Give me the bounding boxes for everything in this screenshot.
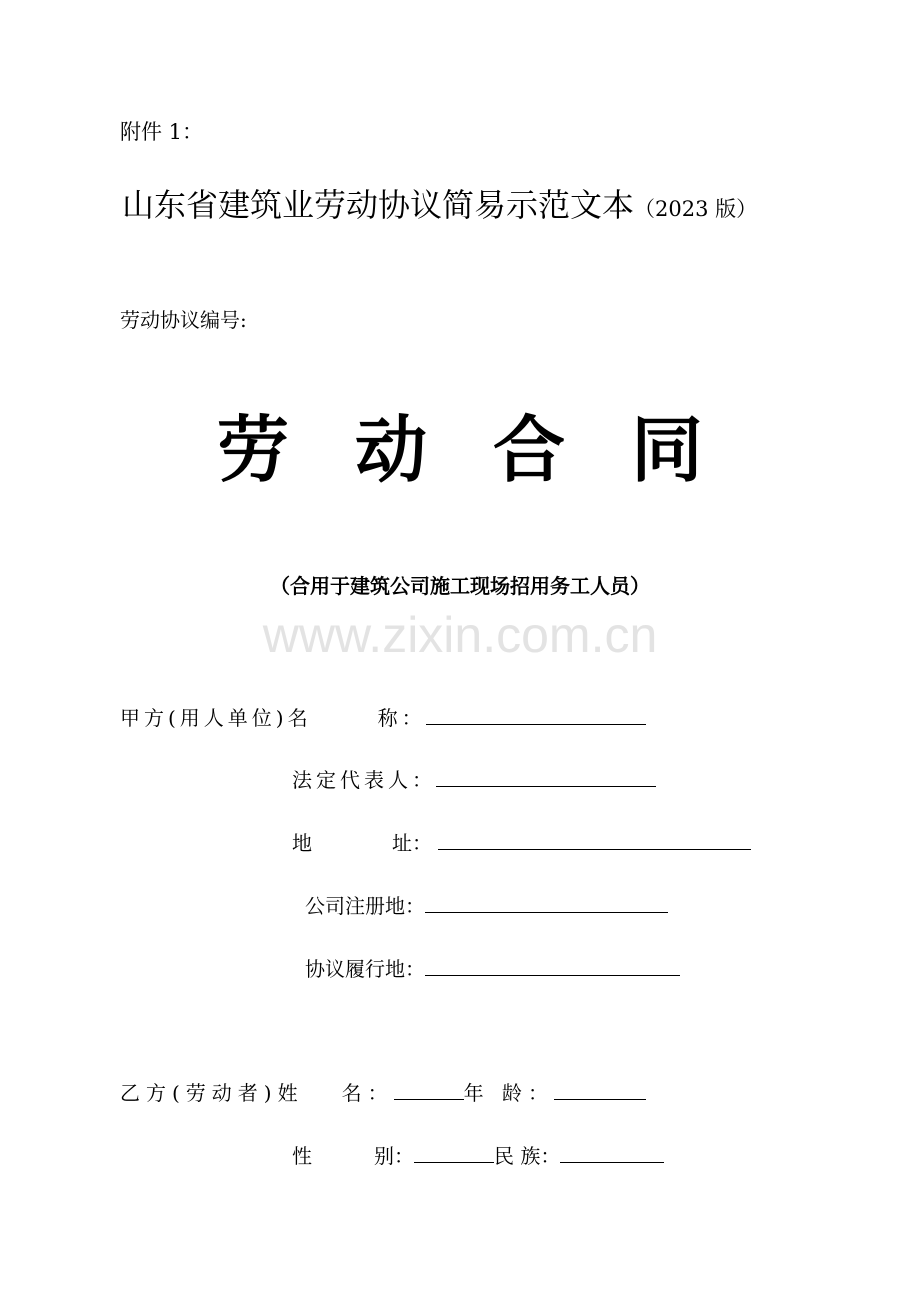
registered-address-field[interactable] xyxy=(425,890,668,913)
registered-address-row xyxy=(305,890,668,919)
subtitle: （合用于建筑公司施工现场招用务工人员） xyxy=(270,574,650,598)
big-title-char-1: 劳 xyxy=(216,408,289,492)
performance-place-row xyxy=(305,953,680,982)
party-b-name-label-2: 名： xyxy=(341,1081,394,1105)
ethnicity-field[interactable] xyxy=(560,1140,664,1163)
party-a-name-label-1: 名 xyxy=(287,706,312,730)
address-label-1: 地 xyxy=(292,831,312,855)
registered-address-label: 公司注册地： xyxy=(305,894,425,918)
big-title-char-2: 动 xyxy=(354,408,427,492)
party-a-name-field[interactable] xyxy=(426,702,646,725)
ethnicity-label: 民 族： xyxy=(494,1144,561,1168)
gender-field[interactable] xyxy=(414,1140,494,1163)
legal-rep-label: 法定代表人： xyxy=(292,768,436,792)
big-title-char-4: 同 xyxy=(631,408,704,492)
party-a-name-row xyxy=(120,702,646,731)
performance-place-field[interactable] xyxy=(425,953,680,976)
party-b-name-field[interactable] xyxy=(394,1077,464,1100)
party-b-name-row xyxy=(120,1077,646,1106)
gender-label-1: 性 xyxy=(292,1144,312,1168)
contract-number-label: 劳动协议编号: xyxy=(120,308,247,332)
attachment-label: 附件 1： xyxy=(120,120,204,144)
main-title: 山东省建筑业劳动协议简易示范文本 xyxy=(122,186,635,224)
age-label: 年 龄： xyxy=(463,1081,554,1105)
party-a-name-label-2: 称： xyxy=(377,706,426,730)
address-label-2: 址： xyxy=(392,831,432,855)
contract-big-title xyxy=(0,392,920,496)
legal-rep-field[interactable] xyxy=(436,764,656,787)
gender-label-2: 别： xyxy=(374,1144,414,1168)
edition-label: （2023 版） xyxy=(634,197,758,221)
watermark: www.zixin.com.cn xyxy=(262,607,658,663)
legal-rep-row xyxy=(292,764,656,793)
address-row xyxy=(292,827,751,856)
big-title-char-3: 合 xyxy=(493,408,566,492)
document-title xyxy=(122,180,757,226)
party-a-prefix: 甲方(用人单位) xyxy=(120,706,288,730)
gender-row xyxy=(292,1140,664,1169)
address-field[interactable] xyxy=(438,827,751,850)
performance-place-label: 协议履行地： xyxy=(305,957,425,981)
party-b-name-label-1: 姓 xyxy=(277,1081,304,1105)
age-field[interactable] xyxy=(554,1077,646,1100)
party-b-prefix: 乙方(劳动者) xyxy=(120,1081,278,1105)
